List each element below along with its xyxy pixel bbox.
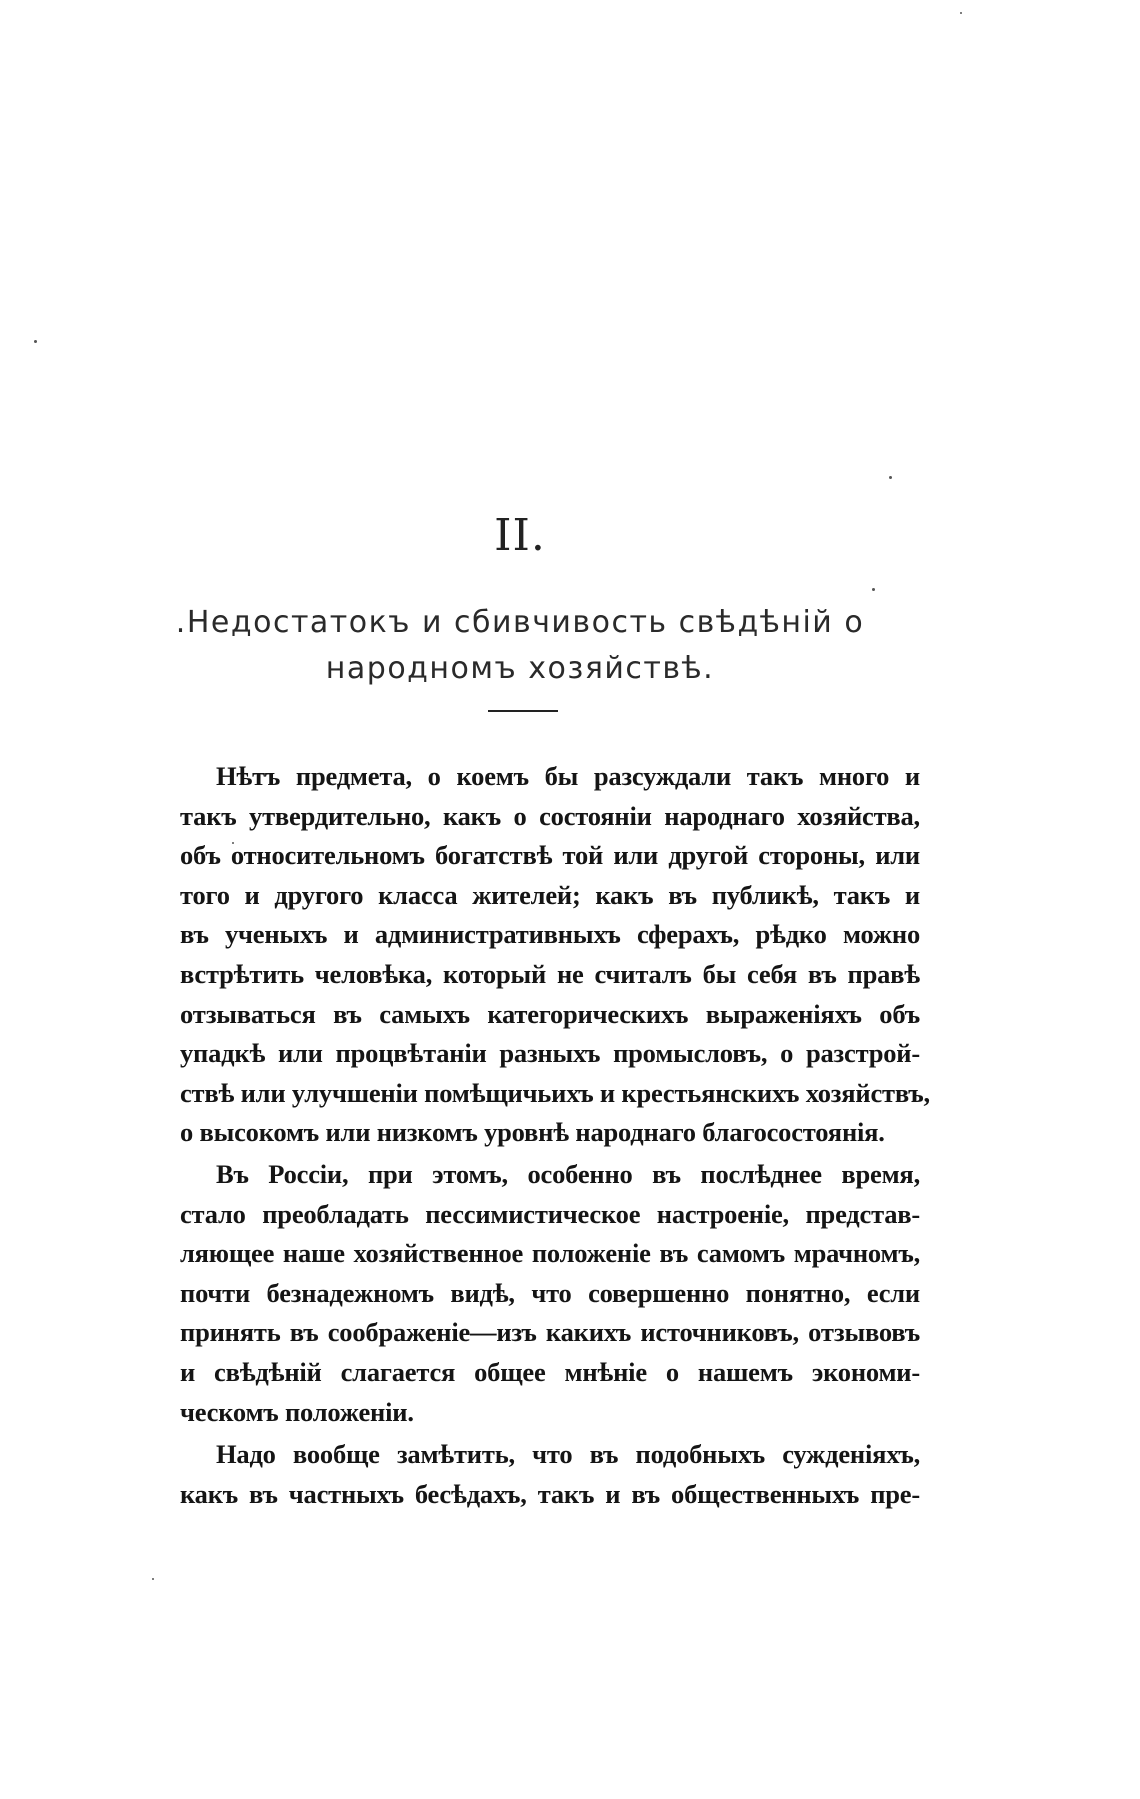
- text-line: ствѣ или улучшеніи помѣщичьихъ и крестьянскихъ хозяйствъ,: [180, 1077, 930, 1108]
- chapter-title-line: народномъ хозяйствѣ.: [325, 651, 715, 686]
- paragraph: [180, 757, 930, 1153]
- chapter-title-line: .Недостатокъ и сбивчивость свѣдѣній о: [175, 605, 865, 640]
- text-line: въ ученыхъ и административныхъ сферахъ, рѣдко можно: [180, 919, 920, 950]
- scan-speck: [960, 12, 962, 14]
- text-line: объ относительномъ богатствѣ той или другой стороны, или: [180, 840, 920, 871]
- text-line: какъ въ частныхъ бесѣдахъ, такъ и въ общественныхъ пре-: [180, 1478, 920, 1509]
- text-line: ляющее наше хозяйственное положеніе въ самомъ мрачномъ,: [180, 1238, 920, 1269]
- paragraph: [180, 1155, 920, 1432]
- text-line: о высокомъ или низкомъ уровнѣ народнаго благосостоянія.: [180, 1117, 885, 1148]
- text-line: того и другого класса жителей; какъ въ публикѣ, такъ и: [180, 879, 920, 910]
- text-line: такъ утвердительно, какъ о состояніи народнаго хозяйства,: [180, 800, 920, 831]
- paragraph: [180, 1435, 920, 1514]
- chapter-number: II.: [494, 510, 546, 561]
- chapter-title: [150, 600, 890, 692]
- text-line: почти безнадежномъ видѣ, что совершенно понятно, если: [180, 1277, 920, 1308]
- text-line: Въ Россіи, при этомъ, особенно въ послѣднее время,: [216, 1159, 920, 1189]
- text-line: Надо вообще замѣтить, что въ подобныхъ сужденіяхъ,: [216, 1439, 920, 1469]
- scan-speck: [889, 476, 892, 479]
- text-line: принять въ соображеніе—изъ какихъ источниковъ, отзывовъ: [180, 1317, 920, 1348]
- title-divider: [488, 710, 558, 712]
- scan-speck: [34, 340, 37, 343]
- text-line: Нѣтъ предмета, о коемъ бы разсуждали такъ много и: [216, 761, 920, 791]
- text-line: и свѣдѣній слагается общее мнѣніе о нашемъ экономи-: [180, 1356, 920, 1387]
- text-line: стало преобладать пессимистическое настроеніе, представ-: [180, 1198, 920, 1229]
- scan-speck: [872, 588, 875, 591]
- text-line: встрѣтить человѣка, который не считалъ бы себя въ правѣ: [180, 958, 920, 989]
- text-line: отзываться въ самыхъ категорическихъ выраженіяхъ объ: [180, 998, 920, 1029]
- text-line: ческомъ положеніи.: [180, 1396, 414, 1427]
- scan-speck: [152, 1578, 154, 1580]
- text-line: упадкѣ или процвѣтаніи разныхъ промысловъ, о разстрой-: [180, 1038, 920, 1069]
